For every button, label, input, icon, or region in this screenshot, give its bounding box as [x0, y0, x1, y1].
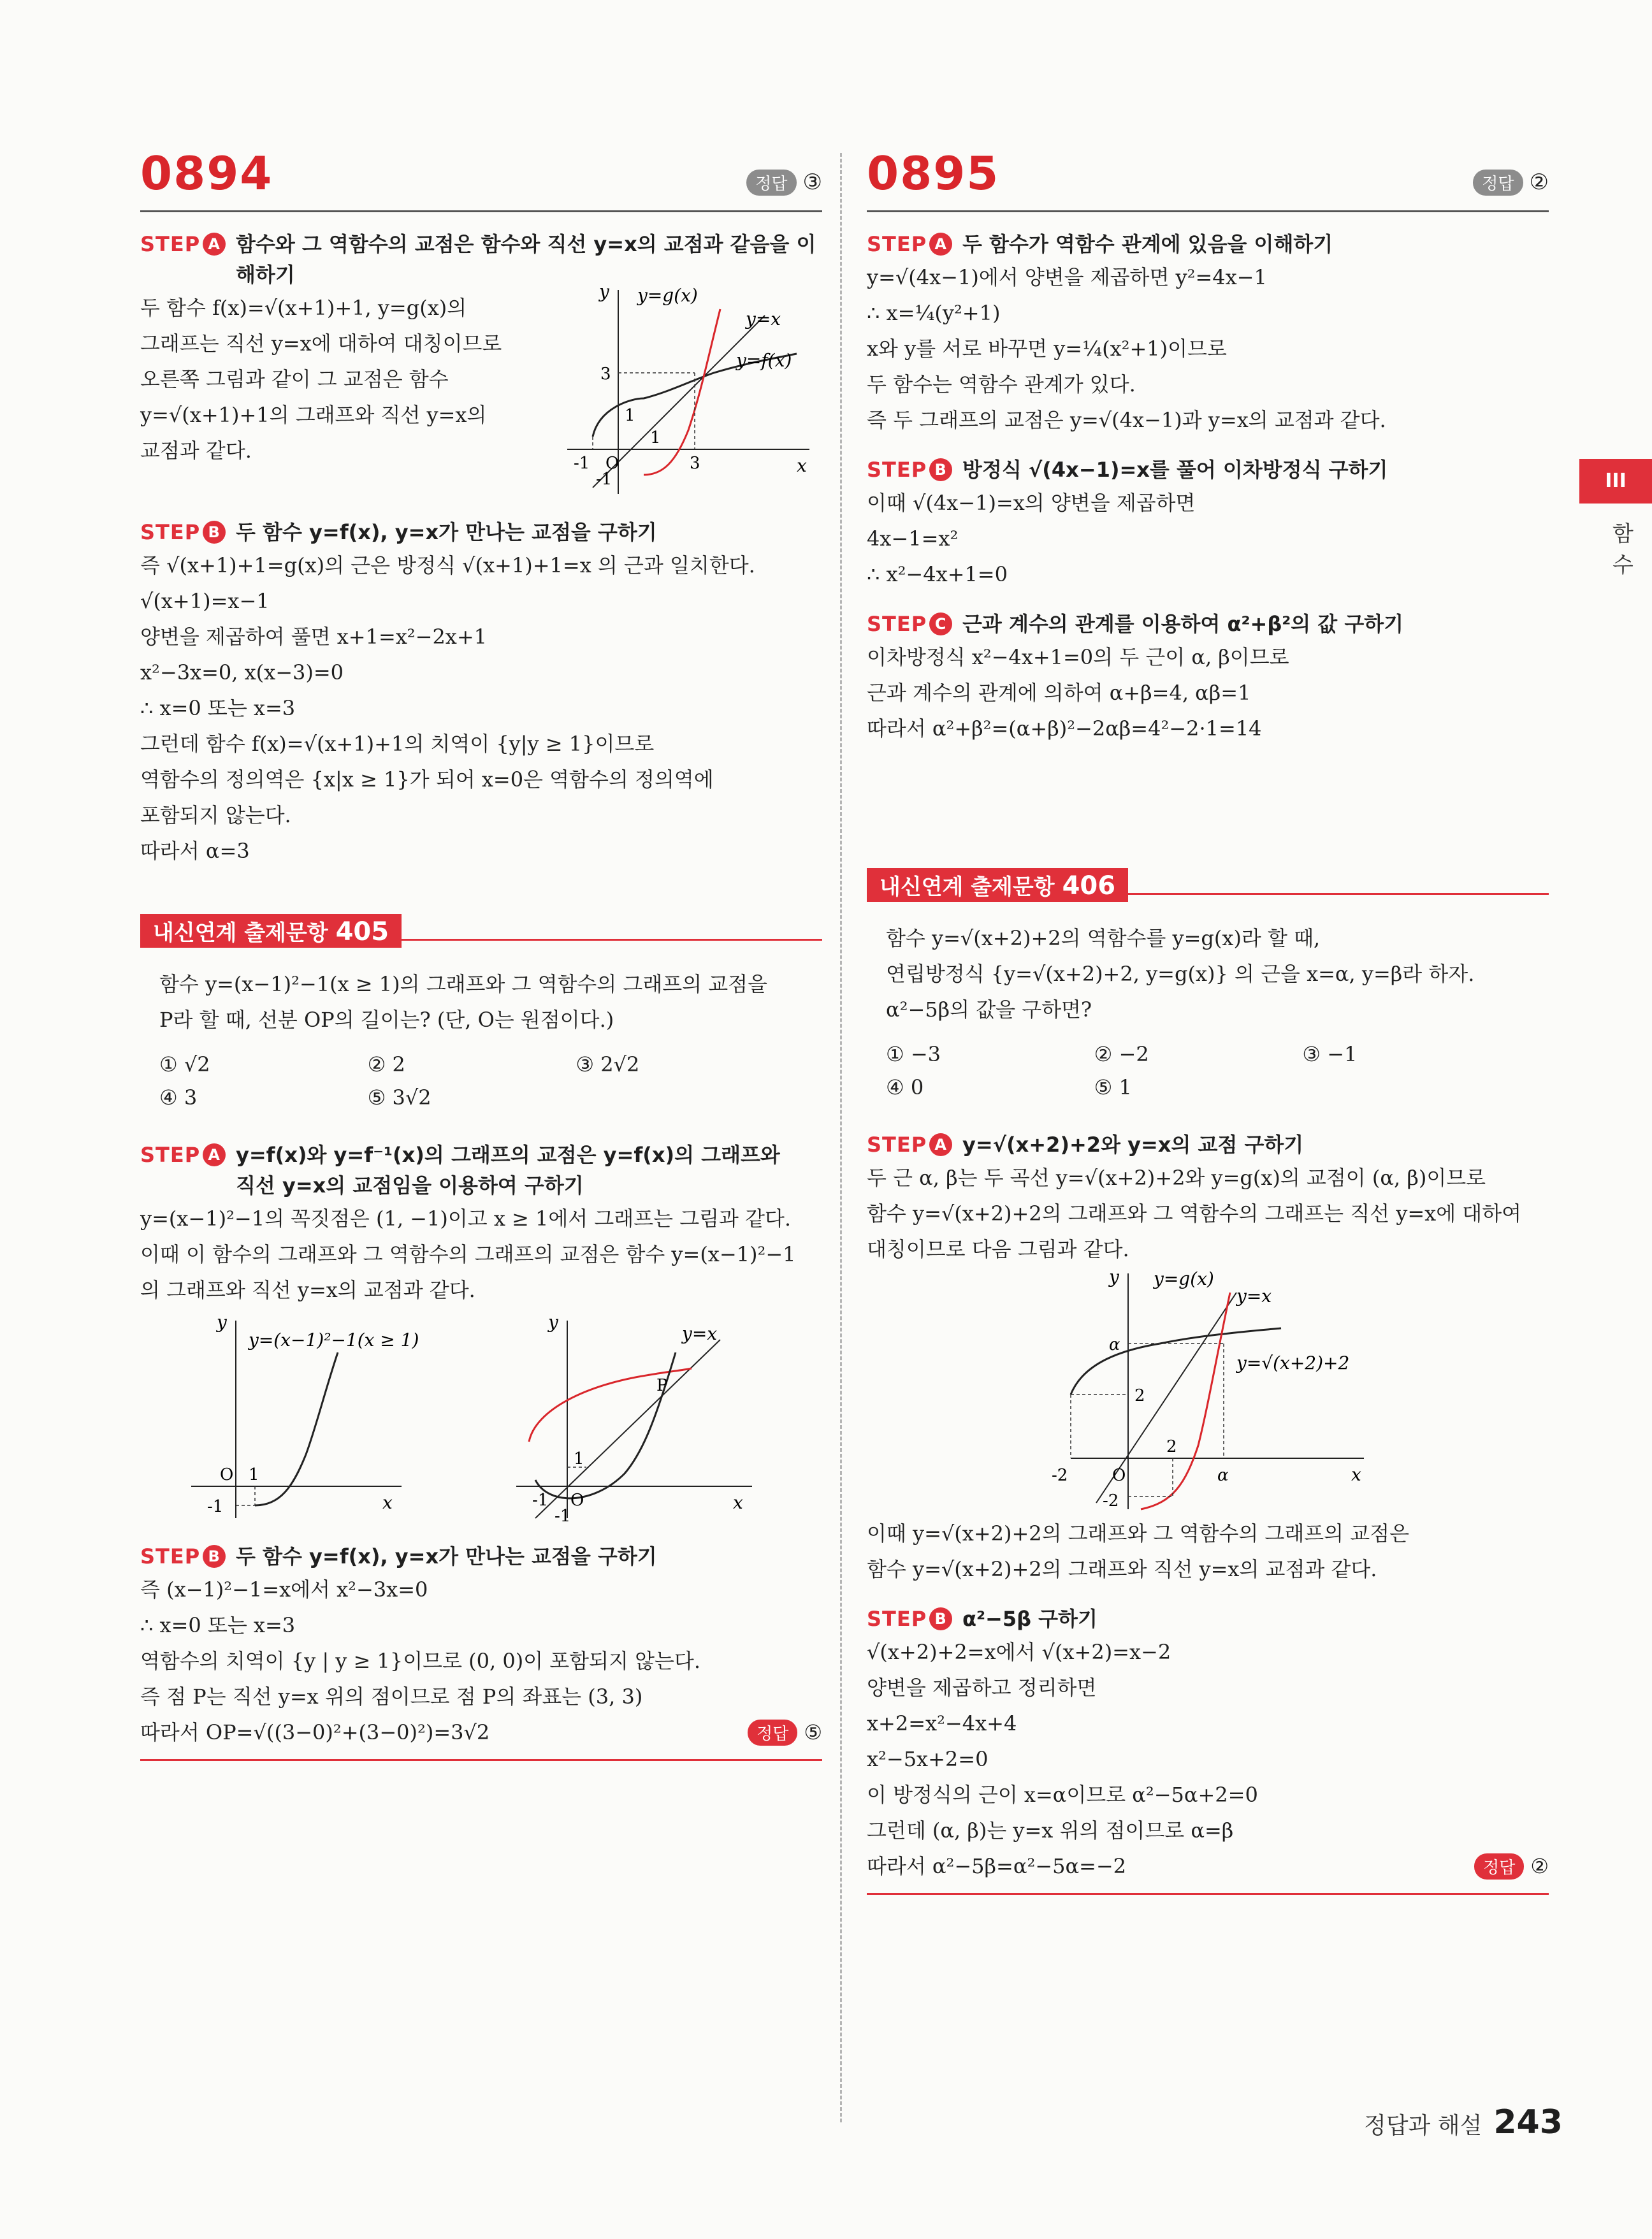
tick-x3: 3 [690, 454, 700, 473]
step-title: 두 함수가 역함수 관계에 있음을 이해하기 [962, 232, 1333, 256]
step-title: 함수와 그 역함수의 교점은 함수와 직선 y=x의 교점과 같음을 이해하기 [236, 232, 816, 287]
label-y-x: y=x [746, 308, 781, 330]
end-answer: 정답 ⑤ [748, 1720, 822, 1746]
text-line: 즉 (x−1)²−1=x에서 x²−3x=0 [140, 1577, 428, 1602]
text-line: 따라서 α²−5β=α²−5α=−2 [867, 1854, 1127, 1878]
answer-badge: 정답 [746, 170, 796, 196]
axis-x-label: x [733, 1492, 743, 1513]
answer-value: ③ [802, 170, 822, 195]
tick-y3: 3 [600, 365, 611, 384]
step-title: α²−5β 구하기 [962, 1607, 1098, 1631]
problem-0895 [867, 147, 1549, 1895]
text-line: y=(x−1)²−1의 꼭짓점은 (1, −1)이고 x ≥ 1에서 그래프는 그림과 같다. [140, 1206, 792, 1231]
text-line: y=√(x+1)+1의 그래프와 직선 y=x의 [140, 403, 487, 427]
options [867, 1038, 1511, 1104]
label-y-x: y=x [1236, 1286, 1272, 1307]
graph-inverse [510, 1314, 765, 1525]
chapter-tab: III [1579, 459, 1652, 504]
tick-x-1: -1 [532, 1491, 549, 1510]
tick-1: 1 [625, 406, 635, 425]
answer [1473, 170, 1549, 196]
text-line: √(x+1)=x−1 [140, 589, 270, 613]
problem-number: 0895 [867, 147, 1000, 200]
step-label: STEP A [140, 229, 226, 259]
origin-label: O [220, 1465, 234, 1484]
text-line: 이때 이 함수의 그래프와 그 역함수의 그래프의 교점은 함수 y=(x−1)²−1 [140, 1242, 796, 1266]
axis-x-label: x [382, 1492, 393, 1513]
tick-y2: 2 [1134, 1386, 1145, 1405]
step-b [140, 517, 822, 547]
step-label: STEP C [867, 609, 952, 639]
graphs-405 [140, 1308, 822, 1525]
question-line: α²−5β의 값을 구하면? [886, 997, 1092, 1022]
graph-parabola [185, 1314, 453, 1525]
text-line: 그런데 (α, β)는 y=x 위의 점이므로 α=β [867, 1818, 1234, 1843]
text-line: x²−3x=0, x(x−3)=0 [140, 660, 344, 685]
text-line: 대칭이므로 다음 그림과 같다. [867, 1237, 1129, 1261]
text-line: 함수 y=√(x+2)+2의 그래프와 직선 y=x의 교점과 같다. [867, 1557, 1377, 1581]
tick-y-1: -1 [596, 470, 612, 489]
text-line: 즉 √(x+1)+1=g(x)의 근은 방정식 √(x+1)+1=x 의 근과 일치한다. [140, 553, 755, 577]
text-line: 따라서 α²+β²=(α+β)²−2αβ=4²−2·1=14 [867, 716, 1262, 741]
axis-x-label: x [1351, 1464, 1361, 1485]
label-f: y=√(x+2)+2 [1236, 1352, 1350, 1373]
text-line: ∴ x²−4x+1=0 [867, 562, 1008, 586]
text-line: 두 함수 f(x)=√(x+1)+1, y=g(x)의 [140, 296, 467, 320]
text-line: 4x−1=x² [867, 526, 959, 551]
text-line: √(x+2)+2=x에서 √(x+2)=x−2 [867, 1640, 1171, 1664]
footer-label: 정답과 해설 [1364, 2113, 1482, 2139]
text-line: 그래프는 직선 y=x에 대하여 대칭이므로 [140, 331, 502, 356]
text-line: 양변을 제곱하여 풀면 x+1=x²−2x+1 [140, 625, 488, 649]
text-line: 역함수의 치역이 {y | y ≥ 1}이므로 (0, 0)이 포함되지 않는다. [140, 1649, 700, 1673]
text-line: 이때 √(4x−1)=x의 양변을 제곱하면 [867, 491, 1196, 515]
sub-step-b [140, 1541, 822, 1572]
graph-0894 [554, 284, 822, 500]
text-line: 따라서 α=3 [140, 839, 250, 863]
curve-label: y=(x−1)²−1(x ≥ 1) [249, 1330, 419, 1351]
text-line: 이때 y=√(x+2)+2의 그래프와 그 역함수의 그래프의 교점은 [867, 1521, 1410, 1546]
option: ④ 0 [886, 1075, 924, 1099]
sub-step-a [867, 1129, 1549, 1160]
tick-alpha-x: α [1217, 1466, 1229, 1485]
tick-1: 1 [249, 1465, 259, 1484]
option: ① √2 [159, 1052, 210, 1076]
options [140, 1048, 784, 1114]
tick-x-1: -1 [574, 454, 590, 473]
step-label: STEP B [140, 517, 226, 547]
axis-x-label: x [797, 455, 807, 476]
step-label: STEP A [140, 1140, 226, 1170]
text-line: x+2=x²−4x+4 [867, 1711, 1017, 1735]
text-line: ∴ x=¼(y²+1) [867, 301, 1001, 325]
step-label: STEP B [867, 1604, 952, 1634]
option: ② 2 [367, 1052, 405, 1076]
text-line: 역함수의 정의역은 {x|x ≥ 1}가 되어 x=0은 역함수의 정의역에 [140, 767, 714, 792]
step-title-2: 직선 y=x의 교점임을 이용하여 구하기 [236, 1173, 584, 1198]
tick-y-1: -1 [207, 1497, 224, 1516]
step-a [140, 229, 822, 290]
curve-inverse [1141, 1293, 1230, 1509]
parabola-curve [255, 1352, 338, 1505]
tick-y-2: -2 [1103, 1491, 1119, 1511]
tick-1: 1 [574, 1449, 584, 1468]
text-line: 교점과 같다. [140, 438, 252, 463]
problem-number: 0894 [140, 147, 273, 200]
tick-alpha-y: α [1109, 1335, 1120, 1354]
sub-step-a [140, 1140, 822, 1201]
option: ③ −1 [1302, 1042, 1358, 1066]
tick-y-1: -1 [554, 1507, 571, 1525]
related-problem-406 [867, 871, 1549, 1895]
related-tab: 내신연계 출제문항 406 [867, 868, 1128, 902]
axis-y-label: y [548, 1314, 558, 1333]
problem-0894 [140, 147, 822, 1761]
question-line: P라 할 때, 선분 OP의 길이는? (단, O는 원점이다.) [159, 1008, 614, 1032]
sub-step-b [867, 1604, 1549, 1634]
end-rule [140, 1759, 822, 1761]
graph-406 [1045, 1267, 1428, 1516]
page-number: 243 [1493, 2103, 1563, 2141]
question-line: 함수 y=√(x+2)+2의 역함수를 y=g(x)라 할 때, [886, 926, 1321, 950]
text-line: 양변을 제곱하고 정리하면 [867, 1676, 1097, 1700]
option: ⑤ 3√2 [367, 1085, 431, 1110]
option: ④ 3 [159, 1085, 198, 1110]
text-line: 이차방정식 x²−4x+1=0의 두 근이 α, β이므로 [867, 645, 1289, 669]
answer-value: ② [1529, 170, 1549, 195]
step-b-body [140, 547, 822, 869]
step-b [867, 454, 1549, 485]
text-line: 포함되지 않는다. [140, 803, 291, 827]
text-line: 함수 y=√(x+2)+2의 그래프와 그 역함수의 그래프는 직선 y=x에 대하여 [867, 1201, 1522, 1226]
step-title: 방정식 √(4x−1)=x를 풀어 이차방정식 구하기 [962, 458, 1388, 482]
column-divider [840, 153, 842, 2122]
text-line: 근과 계수의 관계에 의하여 α+β=4, αβ=1 [867, 681, 1251, 705]
text-line: ∴ x=0 또는 x=3 [140, 1613, 296, 1637]
option: ③ 2√2 [576, 1052, 640, 1076]
text-line: 이 방정식의 근이 x=α이므로 α²−5α+2=0 [867, 1783, 1258, 1807]
step-title: 두 함수 y=f(x), y=x가 만나는 교점을 구하기 [236, 520, 657, 544]
step-a [867, 229, 1549, 259]
text-line: 의 그래프와 직선 y=x의 교점과 같다. [140, 1278, 475, 1302]
step-label: STEP B [867, 454, 952, 485]
text-line: 오른쪽 그림과 같이 그 교점은 함수 [140, 367, 449, 391]
answer [746, 170, 822, 196]
text-line: x²−5x+2=0 [867, 1747, 989, 1771]
origin-label: O [570, 1491, 584, 1510]
related-problem-405 [140, 917, 822, 1761]
text-line: 따라서 OP=√((3−0)²+(3−0)²)=3√2 [140, 1720, 490, 1744]
tick-x2: 2 [1166, 1437, 1177, 1456]
question-line: 함수 y=(x−1)²−1(x ≥ 1)의 그래프와 그 역함수의 그래프의 교점을 [159, 972, 767, 996]
problem-header [867, 147, 1549, 212]
step-title: 근과 계수의 관계를 이용하여 α²+β²의 값 구하기 [962, 612, 1404, 636]
chapter-tab-label: 함수 [1612, 521, 1634, 578]
final-line [140, 1714, 822, 1750]
label-g: y=g(x) [1154, 1268, 1214, 1289]
text-line: y=√(4x−1)에서 양변을 제곱하면 y²=4x−1 [867, 265, 1267, 289]
step-label: STEP B [140, 1541, 226, 1572]
answer-badge: 정답 [1473, 170, 1523, 196]
text-line: 두 근 α, β는 두 곡선 y=√(x+2)+2와 y=g(x)의 교점이 (α, β)이므로 [867, 1166, 1486, 1190]
origin-label: O [605, 454, 620, 473]
axis-y-label: y [599, 284, 609, 302]
step-label: STEP A [867, 229, 952, 259]
step-label: STEP A [867, 1129, 952, 1160]
text-line: 즉 점 P는 직선 y=x 위의 점이므로 점 P의 좌표는 (3, 3) [140, 1685, 643, 1709]
option: ② −2 [1094, 1042, 1149, 1066]
text-line: 두 함수는 역함수 관계가 있다. [867, 372, 1136, 396]
tick-x-2: -2 [1052, 1466, 1068, 1485]
axis-y-label: y [1109, 1267, 1119, 1287]
line-label: y=x [682, 1323, 718, 1344]
option: ① −3 [886, 1042, 941, 1066]
axis-y-label: y [217, 1314, 227, 1333]
step-a-body [140, 284, 822, 500]
tick-x1: 1 [650, 428, 661, 447]
text-line: 즉 두 그래프의 교점은 y=√(4x−1)과 y=x의 교점과 같다. [867, 408, 1386, 432]
step-title: y=f(x)와 y=f⁻¹(x)의 그래프의 교점은 y=f(x)의 그래프와 [236, 1143, 780, 1167]
problem-header [140, 147, 822, 212]
final-line [867, 1848, 1549, 1884]
text-line: x와 y를 서로 바꾸면 y=¼(x²+1)이므로 [867, 337, 1227, 361]
text-line: ∴ x=0 또는 x=3 [140, 696, 296, 720]
text-line: 그런데 함수 f(x)=√(x+1)+1의 치역이 {y|y ≥ 1}이므로 [140, 732, 655, 756]
end-answer: 정답 ② [1474, 1853, 1549, 1880]
step-title: 두 함수 y=f(x), y=x가 만나는 교점을 구하기 [236, 1544, 657, 1569]
page-footer [1364, 2103, 1563, 2141]
point-p: P [656, 1376, 668, 1395]
related-tab: 내신연계 출제문항 405 [140, 914, 402, 948]
question-line: 연립방정식 {y=√(x+2)+2, y=g(x)} 의 근을 x=α, y=β라 하자. [886, 962, 1475, 986]
end-rule [867, 1893, 1549, 1895]
option: ⑤ 1 [1094, 1075, 1132, 1099]
origin-label: O [1112, 1466, 1126, 1485]
label-f: y=f(x) [736, 350, 792, 371]
label-g: y=g(x) [637, 285, 698, 306]
step-title: y=√(x+2)+2와 y=x의 교점 구하기 [962, 1133, 1304, 1157]
step-c [867, 609, 1549, 639]
